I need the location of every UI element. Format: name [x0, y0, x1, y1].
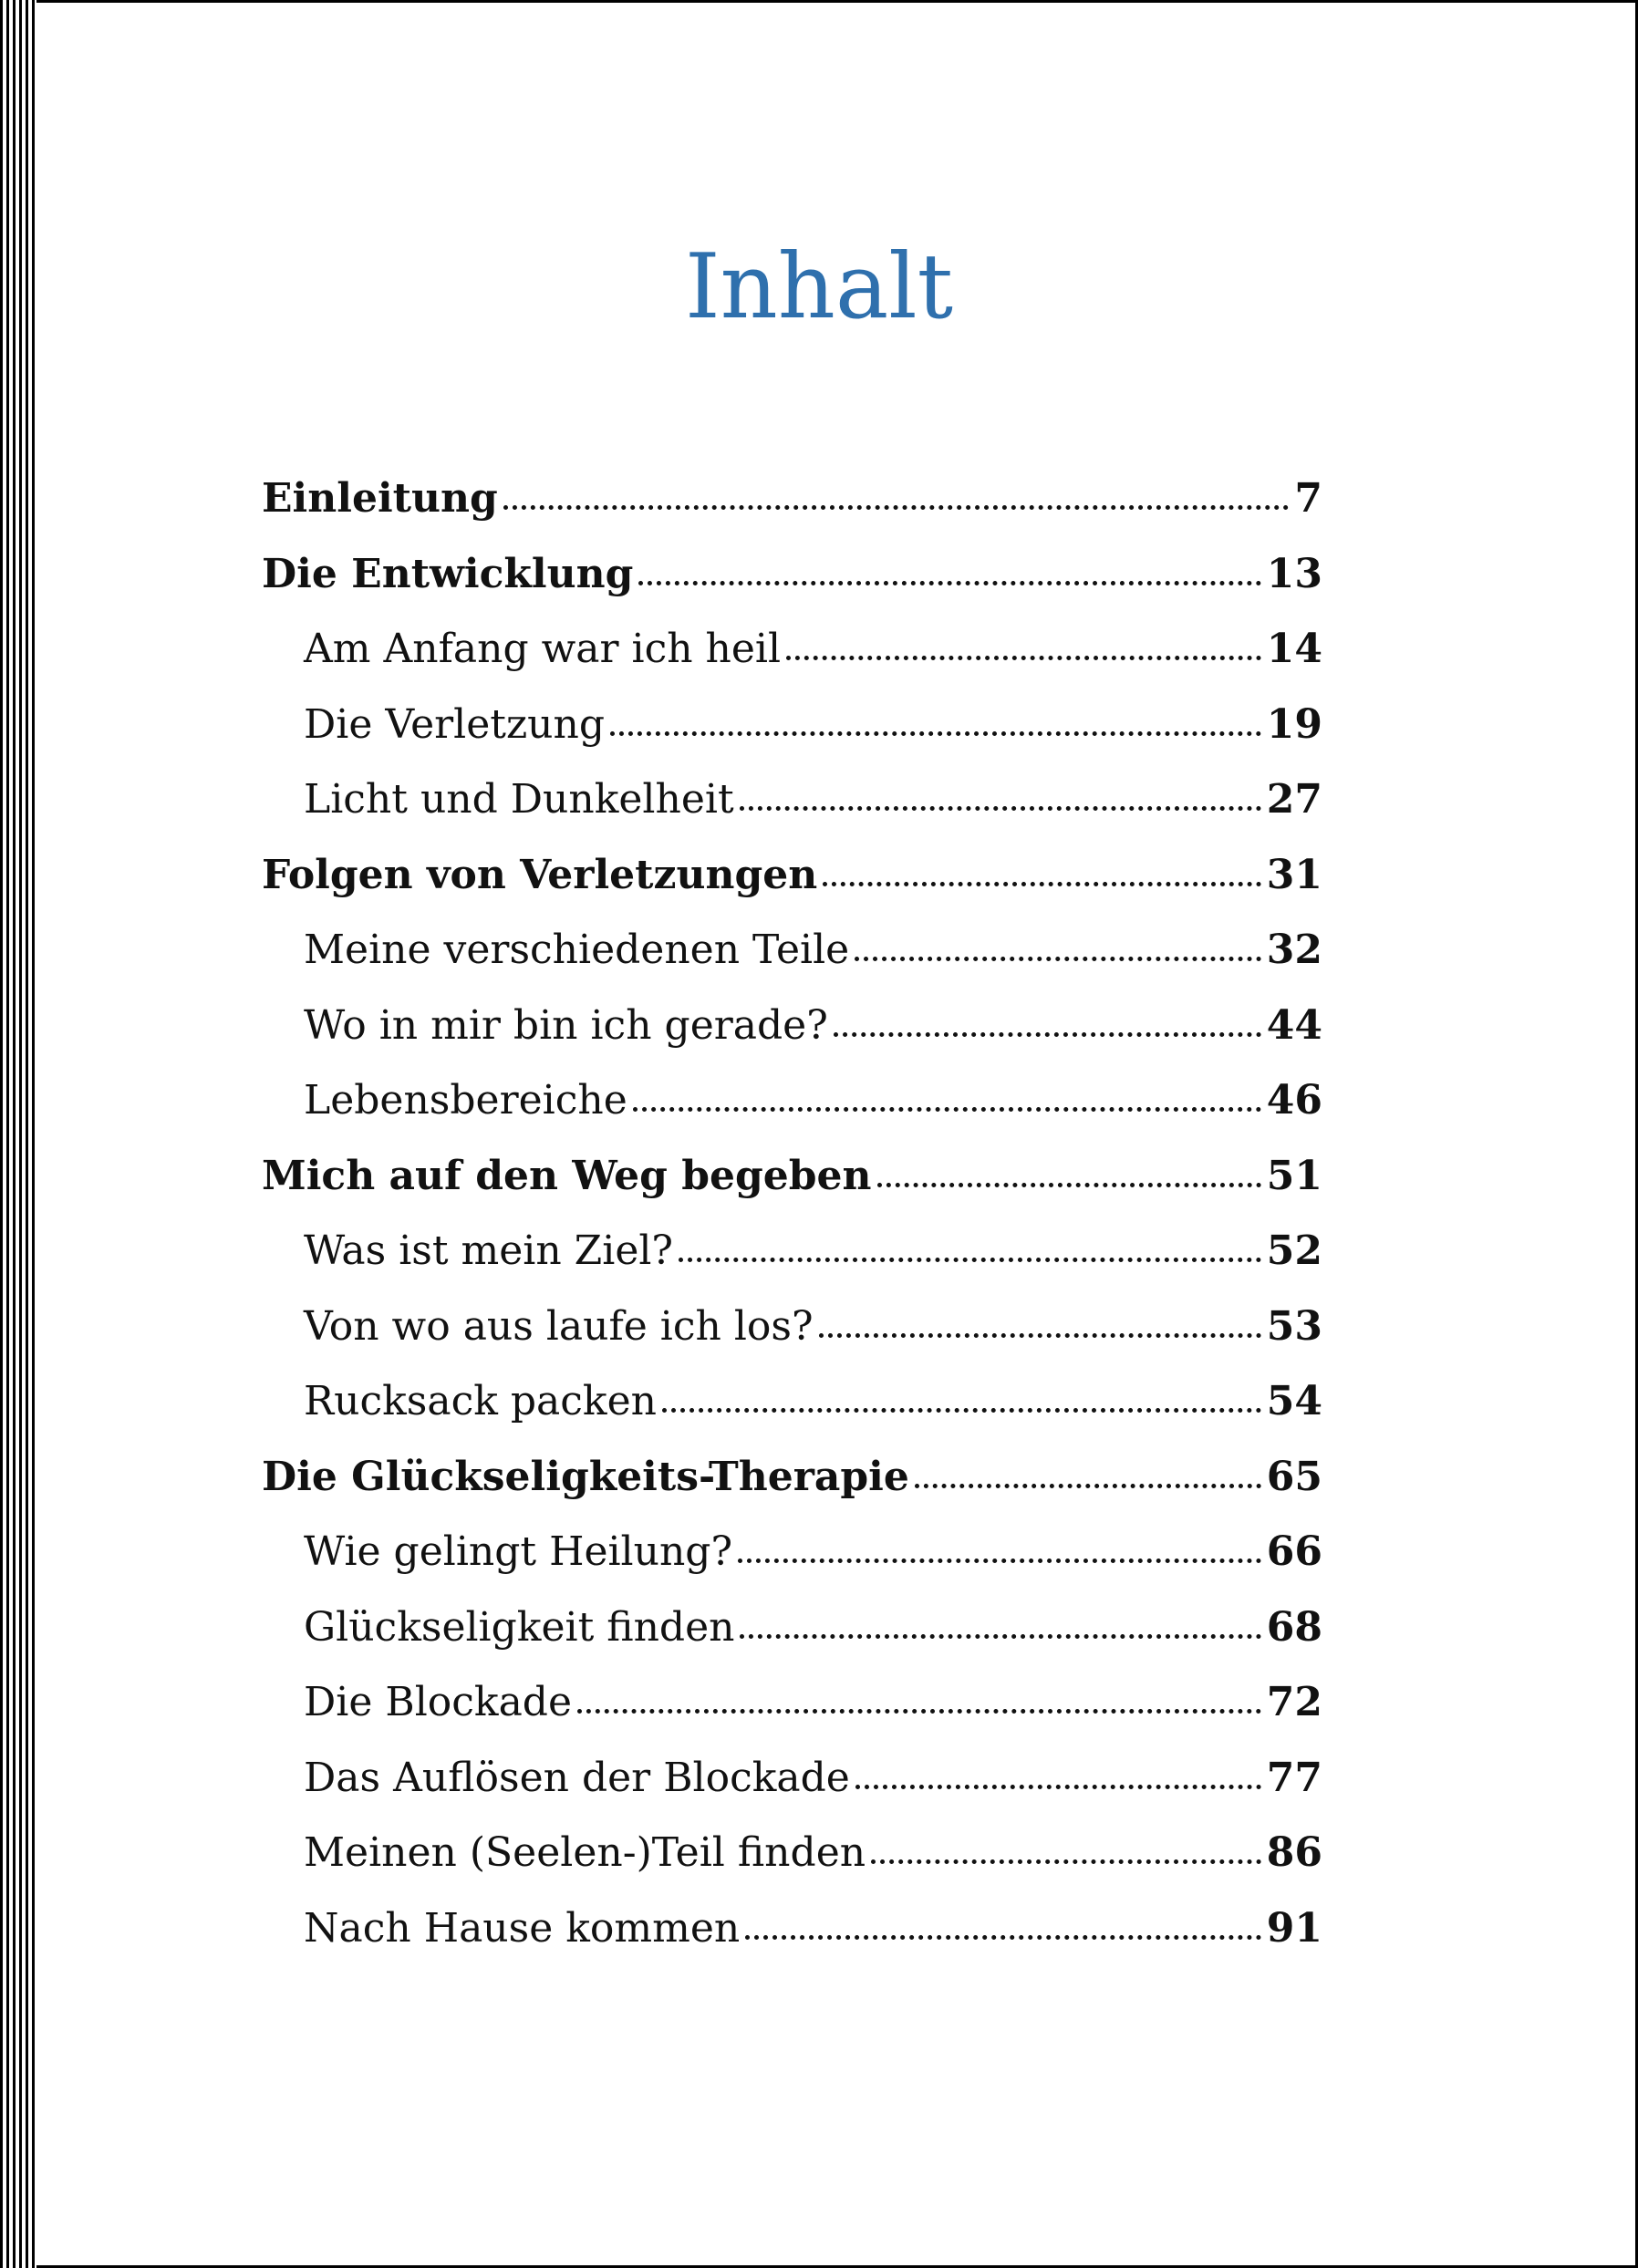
toc-dot-leader — [871, 1859, 1261, 1864]
toc-entry-title: Die Entwicklung — [262, 550, 634, 597]
toc-section-entry[interactable] — [262, 1063, 1322, 1139]
toc-entry-title: Rucksack packen — [304, 1378, 657, 1424]
toc-chapter-entry[interactable] — [262, 1139, 1322, 1215]
toc-section-entry[interactable] — [262, 1741, 1322, 1817]
toc-section-entry[interactable] — [262, 1590, 1322, 1666]
toc-dot-leader — [740, 806, 1261, 811]
toc-chapter-entry[interactable] — [262, 537, 1322, 613]
toc-entry-title: Einleitung — [262, 475, 498, 522]
toc-entry-title: Lebensbereiche — [304, 1077, 627, 1124]
toc-dot-leader — [740, 1634, 1260, 1639]
toc-page-number: 54 — [1266, 1378, 1322, 1424]
page-title: Inhalt — [684, 235, 954, 339]
toc-page-number: 32 — [1266, 927, 1322, 973]
toc-page-number: 44 — [1266, 1001, 1322, 1049]
toc-dot-leader — [738, 1559, 1261, 1563]
toc-entry-title: Was ist mein Ziel? — [304, 1227, 674, 1274]
toc-entry-title: Meine verschiedenen Teile — [304, 927, 850, 973]
toc-entry-title: Wie gelingt Heilung? — [304, 1528, 733, 1575]
toc-section-entry[interactable] — [262, 688, 1322, 763]
toc-dot-leader — [823, 882, 1261, 886]
toc-entry-title: Licht und Dunkelheit — [304, 776, 734, 823]
toc-entry-title: Meinen (Seelen-)Teil finden — [304, 1829, 866, 1876]
table-of-contents — [262, 461, 1322, 1966]
toc-entry-title: Mich auf den Weg begeben — [262, 1152, 872, 1199]
toc-page-number: 86 — [1266, 1829, 1322, 1876]
toc-page-number: 77 — [1266, 1754, 1322, 1801]
toc-entry-title: Die Glückseligkeits-Therapie — [262, 1453, 909, 1500]
toc-page-number: 66 — [1266, 1528, 1322, 1575]
toc-dot-leader — [662, 1408, 1261, 1413]
toc-dot-leader — [638, 581, 1260, 585]
toc-dot-leader — [610, 731, 1261, 736]
toc-page-number: 46 — [1266, 1077, 1322, 1124]
toc-entry-title: Das Auflösen der Blockade — [304, 1754, 850, 1801]
toc-section-entry[interactable] — [262, 762, 1322, 838]
toc-page-number: 91 — [1266, 1904, 1322, 1952]
toc-entry-title: Folgen von Verletzungen — [262, 851, 818, 898]
toc-chapter-entry[interactable] — [262, 838, 1322, 914]
toc-page-number: 72 — [1266, 1679, 1322, 1725]
toc-page-number: 13 — [1266, 550, 1322, 597]
toc-page-number: 65 — [1266, 1453, 1322, 1500]
toc-dot-leader — [679, 1258, 1261, 1262]
toc-section-entry[interactable] — [262, 612, 1322, 688]
toc-entry-title: Glückseligkeit finden — [304, 1603, 735, 1651]
toc-dot-leader — [503, 505, 1290, 510]
toc-section-entry[interactable] — [262, 1891, 1322, 1967]
toc-section-entry[interactable] — [262, 989, 1322, 1064]
toc-page-number: 51 — [1266, 1152, 1322, 1199]
toc-dot-leader — [834, 1032, 1261, 1037]
toc-dot-leader — [577, 1709, 1261, 1714]
toc-page-number: 14 — [1266, 626, 1322, 672]
toc-dot-leader — [745, 1935, 1261, 1940]
toc-page-number: 68 — [1266, 1603, 1322, 1651]
toc-section-entry[interactable] — [262, 1289, 1322, 1365]
toc-chapter-entry[interactable] — [262, 1440, 1322, 1516]
toc-entry-title: Von wo aus laufe ich los? — [304, 1302, 814, 1350]
toc-section-entry[interactable] — [262, 1665, 1322, 1741]
toc-section-entry[interactable] — [262, 1816, 1322, 1891]
toc-chapter-entry[interactable] — [262, 461, 1322, 537]
toc-page-number: 52 — [1266, 1227, 1322, 1274]
toc-entry-title: Wo in mir bin ich gerade? — [304, 1001, 828, 1049]
toc-dot-leader — [877, 1183, 1261, 1187]
toc-dot-leader — [915, 1484, 1261, 1488]
toc-page-number: 7 — [1294, 475, 1322, 522]
toc-dot-leader — [633, 1107, 1261, 1112]
toc-dot-leader — [855, 957, 1261, 961]
toc-dot-leader — [786, 656, 1261, 660]
toc-section-entry[interactable] — [262, 1515, 1322, 1590]
toc-entry-title: Die Blockade — [304, 1679, 573, 1725]
toc-page-number: 27 — [1266, 776, 1322, 823]
toc-section-entry[interactable] — [262, 1364, 1322, 1440]
toc-entry-title: Nach Hause kommen — [304, 1904, 741, 1952]
toc-page-number: 31 — [1266, 851, 1322, 898]
toc-dot-leader — [819, 1333, 1261, 1338]
toc-section-entry[interactable] — [262, 913, 1322, 989]
toc-section-entry[interactable] — [262, 1214, 1322, 1289]
toc-entry-title: Am Anfang war ich heil — [304, 626, 782, 672]
toc-page-number: 53 — [1266, 1302, 1322, 1350]
toc-dot-leader — [855, 1785, 1261, 1789]
toc-entry-title: Die Verletzung — [304, 700, 605, 748]
toc-page-number: 19 — [1266, 700, 1322, 748]
